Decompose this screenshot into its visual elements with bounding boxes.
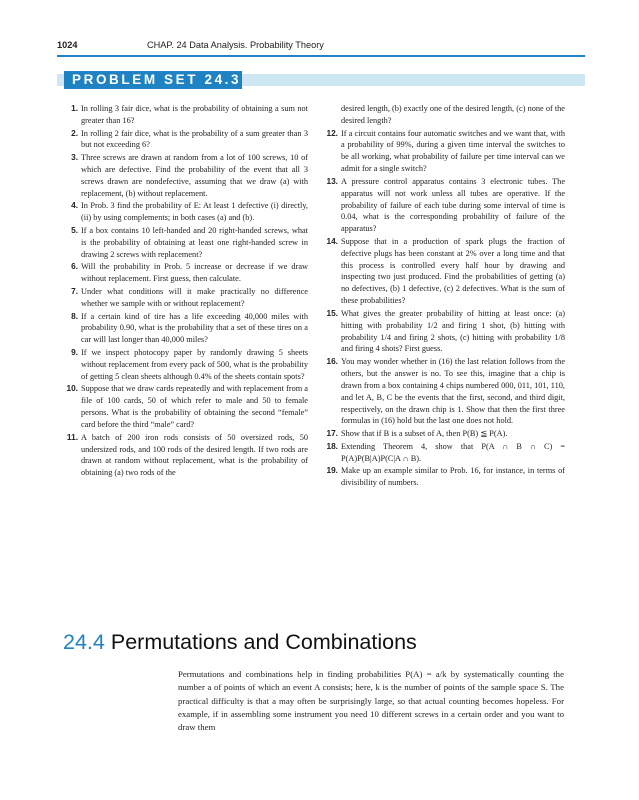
problem-item: 6. Will the probability in Prob. 5 increase or decrease if we draw without replacement. First guess, then calculate. <box>71 261 308 284</box>
problem-item: 17. Show that if B is a subset of A, then P(B) ≦ P(A). <box>326 428 508 439</box>
problem-text: Suppose that we draw cards repeatedly and with replacement from a file of 100 cards, 50 of which refer to male and 50 to female persons. What is the probability of obtaining the second “female” card before the third “male” card? <box>81 384 308 429</box>
problems-left-column <box>64 103 308 480</box>
problem-item: 7. Under what conditions will it make practically no difference whether we sample with or without replacement? <box>71 286 308 308</box>
problem-text: What gives the greater probability of hitting at least once: (a) hitting with probability 1/2 and firing 1 shot, (b) hitting with probability 1/4 and firing 2 shots, (c) hitting with probability 1/8 and firing 4 shots? First guess. <box>341 308 565 354</box>
problem-text: Three screws are drawn at random from a lot of 100 screws, 10 of which are defective. Find the probability of the event that all 3 screws drawn are nondefective, assuming that we draw (a) with replacement, (b) without replacement. <box>81 153 308 198</box>
problem-text: Show that if B is a subset of A, then P(B) ≦ P(A). <box>341 429 508 439</box>
problem-text: Extending Theorem 4, show that P(A ∩ B ∩ C) = P(A)P(B|A)P(C|A ∩ B). <box>341 441 565 463</box>
problem-item: 2. In rolling 2 fair dice, what is the probability of a sum greater than 3 but not exceeding 6? <box>71 127 308 150</box>
problem-text: If a circuit contains four automatic switches and we want that, with a probability of 99%, during a given time interval the switches to be all working, what probability of failure per time interval can we admit for a single switch? <box>341 128 565 174</box>
problem-text: A pressure control apparatus contains 3 electronic tubes. The apparatus will not work unless all tubes are operative. If the probability of failure of each tube during some interval of time is 0.04, what is the corresponding probability of failure of the apparatus? <box>341 176 565 234</box>
problem-item: 4. In Prob. 3 find the probability of E: At least 1 defective (i) directly, (ii) by using complements; in both cases (a) and (b). <box>71 200 308 223</box>
problem-item: 3. Three screws are drawn at random from a lot of 100 screws, 10 of which are defective. Find the probability of the event that all 3 screws drawn are nondefective, assuming that we draw (a) with replacement, (b) without replacement. <box>71 152 308 198</box>
problem-item: 10. Suppose that we draw cards repeatedly and with replacement from a file of 100 cards, 50 of which refer to male and 50 to female persons. What is the probability of obtaining the second “female” card before the third “male” card? <box>66 383 308 429</box>
problem-item: 14. Suppose that in a production of spark plugs the fraction of defective plugs has been constant at 2% over a long time and that this process is controlled every half hour by drawing and inspecting two just produced. Find the probabilities of getting (a) no defectives, (b) 1 defective, (c) 2 defectives. What is the sum of these probabilities? <box>326 235 565 306</box>
running-header <box>57 40 585 53</box>
problem-text: A batch of 200 iron rods consists of 50 oversized rods, 50 undersized rods, and 100 rods of the desired length. If two rods are drawn at random without replacement, what is the probability of obtaining (a) two rods of the <box>81 432 308 478</box>
problem-item: 18. Extending Theorem 4, show that P(A ∩ B ∩ C) = P(A)P(B|A)P(C|A ∩ B). <box>326 440 565 463</box>
problem-item: 15. What gives the greater probability of hitting at least once: (a) hitting with probability 1/2 and firing 1 shot, (b) hitting with probability 1/4 and firing 2 shots, (c) hitting with probability 1/8 and firing 4 shots? First guess. <box>326 307 565 354</box>
problem-set-title: PROBLEM SET 24.3 <box>72 72 242 87</box>
problem-text: In rolling 3 fair dice, what is the probability of obtaining a sum not greater than 16? <box>81 104 308 125</box>
problem-item: 5. If a box contains 10 left-handed and 20 right-handed screws, what is the probability of obtaining at least one right-handed screw in drawing 2 screws with replacement? <box>71 225 308 259</box>
problem-text: If a box contains 10 left-handed and 20 right-handed screws, what is the probability of obtaining at least one right-handed screw in drawing 2 screws with replacement? <box>81 226 308 259</box>
problem-text: Under what conditions will it make practically no difference whether we sample with or without replacement? <box>81 287 308 308</box>
problem-text: If we inspect photocopy paper by randomly drawing 5 sheets without replacement from every pack of 500, what is the probability of getting 5 clean sheets although 0.4% of the sheets contain spots? <box>81 348 308 381</box>
problem-item: 8. If a certain kind of tire has a life exceeding 40,000 miles with probability 0.90, what is the probability that a set of these tires on a car will last longer than 40,000 miles? <box>71 310 308 345</box>
problem-set-banner <box>57 69 585 91</box>
section-number: 24.4 <box>63 630 105 654</box>
problem-item: 19. Make up an example similar to Prob. 16, for instance, in terms of divisibility of numbers. <box>326 465 565 488</box>
header-rule <box>57 55 585 57</box>
problem-text: Suppose that in a production of spark plugs the fraction of defective plugs has been constant at 2% over a long time and that this process is controlled every half hour by drawing and inspecting two just produced. Find the probabilities of getting (a) no defectives, (b) 1 defective, (c) 2 defectives. What is the sum of these probabilities? <box>341 236 565 306</box>
section-title: Permutations and Combinations <box>110 630 417 654</box>
problem-item: 9. If we inspect photocopy paper by randomly drawing 5 sheets without replacement from every pack of 500, what is the probability of getting 5 clean sheets although 0.4% of the sheets contain spots? <box>71 347 308 381</box>
problem-text: In Prob. 3 find the probability of E: At least 1 defective (i) directly, (ii) by using complements; in both cases (a) and (b). <box>81 201 308 223</box>
problem-text: Will the probability in Prob. 5 increase or decrease if we draw without replacement. First guess, then calculate. <box>81 262 308 284</box>
problem-text: Make up an example similar to Prob. 16, for instance, in terms of divisibility of numbers. <box>341 466 565 488</box>
section-body-paragraph: Permutations and combinations help in finding probabilities P(A) = a/k by systematically counting the number a of points of which an event A consists; here, k is the number of points of the sample space S. The practical difficulty is that a may often be surprisingly large, so that actual counting becomes hopeless. For example, if in assembling some instrument you need 10 different screws in a certain order and you want to draw them <box>178 669 564 733</box>
problem-item: 16. You may wonder whether in (16) the last relation follows from the others, but the answer is no. To see this, imagine that a chip is drawn from a box containing 4 chips numbered 000, 011, 101, 110, and let A, B, C be the events that the first, second, and third digit, respectively, on the drawn chip is 1. Show that then the first three formulas in (16) hold but the last one does not hold. <box>326 356 565 426</box>
problem-text: In rolling 2 fair dice, what is the probability of a sum greater than 3 but not exceeding 6? <box>81 128 308 150</box>
page-number: 1024 <box>57 40 78 50</box>
problem-item: 13. A pressure control apparatus contains 3 electronic tubes. The apparatus will not work unless all tubes are operative. If the probability of failure of each tube during some interval of time is 0.04, what is the corresponding probability of failure of the apparatus? <box>326 175 565 234</box>
problem-text: If a certain kind of tire has a life exceeding 40,000 miles with probability 0.90, what is the probability that a set of these tires on a car will last longer than 40,000 miles? <box>81 311 308 345</box>
problems-right-column <box>324 103 565 490</box>
problem-item: 11. A batch of 200 iron rods consists of 50 oversized rods, 50 undersized rods, and 100 rods of the desired length. If two rods are drawn at random without replacement, what is the probability of obtaining (a) two rods of the <box>66 431 308 478</box>
problem-item: 1. In rolling 3 fair dice, what is the probability of obtaining a sum not greater than 16? <box>71 103 308 125</box>
problem-item: 12. If a circuit contains four automatic switches and we want that, with a probability of 99%, during a given time interval the switches to be all working, what probability of failure per time interval can we admit for a single switch? <box>326 127 565 174</box>
problem-text: You may wonder whether in (16) the last relation follows from the others, but the answer is no. To see this, imagine that a chip is drawn from a box containing 4 chips numbered 000, 011, 101, 110, and let A, B, C be the events that the first, second, and third digit, respectively, on the drawn chip is 1. Show that then the first three formulas in (16) hold but the last one does not hold. <box>341 357 565 426</box>
problem-continuation: desired length, (b) exactly one of the desired length, (c) none of the desired length? <box>341 104 565 125</box>
chapter-title: CHAP. 24 Data Analysis. Probability Theory <box>147 40 324 50</box>
section-heading <box>63 630 583 655</box>
